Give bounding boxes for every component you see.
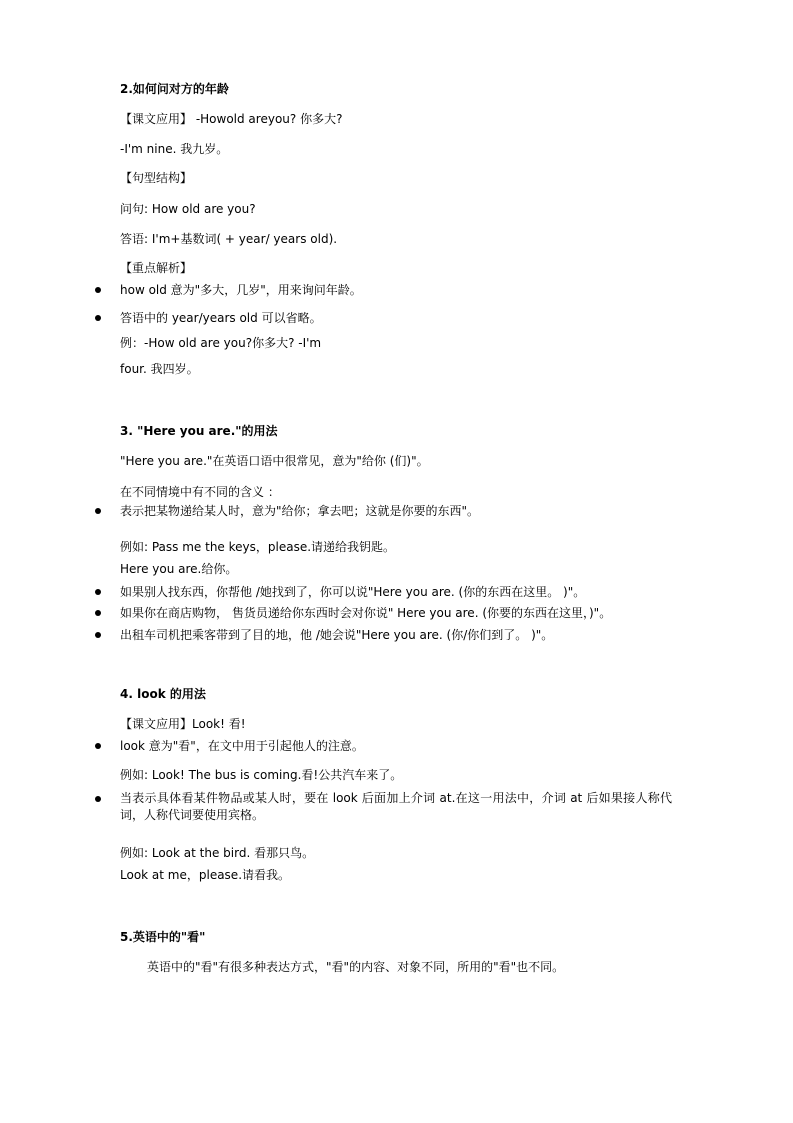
bullet-dot bbox=[95, 610, 101, 616]
bullet-dot bbox=[95, 287, 101, 293]
section-2-title: 2.如何问对方的年龄 bbox=[120, 82, 229, 96]
section-3-example-2: Here you are.给你。 bbox=[120, 562, 238, 576]
bullet-dot bbox=[95, 632, 101, 638]
section-2-answer: -I'm nine. 我九岁。 bbox=[120, 142, 229, 156]
section-2-application: 【课文应用】 -Howold areyou? 你多大? bbox=[120, 112, 343, 126]
section-4-example-3: Look at me，please.请看我。 bbox=[120, 868, 291, 882]
section-5-paragraph-1: 英语中的"看"有很多种表达方式，"看"的内容、对象不同，所用的"看"也不同。 bbox=[147, 960, 565, 974]
section-4-example-1: 例如: Look! The bus is coming.看!公共汽车来了。 bbox=[120, 768, 403, 782]
section-4-bullet-1: look 意为"看"，在文中用于引起他人的注意。 bbox=[120, 739, 364, 753]
section-5-title: 5.英语中的"看" bbox=[120, 930, 206, 944]
section-4-bullet-2: 当表示具体看某件物品或某人时，要在 look 后面加上介词 at.在这一用法中，介词 at 后如果接人称代词，人称代词要使用宾格。 bbox=[120, 791, 672, 822]
section-3-example-1: 例如: Pass me the keys，please.请递给我钥匙。 bbox=[120, 540, 396, 554]
section-2-bullet-1: how old 意为"多大，几岁"，用来询问年龄。 bbox=[120, 283, 362, 297]
section-3-title: 3. "Here you are."的用法 bbox=[120, 424, 278, 438]
section-2-structure-heading: 【句型结构】 bbox=[120, 171, 193, 185]
section-3-bullet-1: 表示把某物递给某人时，意为"给你；拿去吧；这就是你要的东西"。 bbox=[120, 504, 480, 518]
section-2-question: 问句: How old are you? bbox=[120, 202, 256, 216]
section-2-reply: 答语: I'm+基数词( + year/ years old). bbox=[120, 232, 338, 246]
bullet-dot bbox=[95, 508, 101, 514]
section-3-bullet-2: 如果别人找东西，你帮他 /她找到了，你可以说"Here you are. (你的东西在这里。 )"。 bbox=[120, 585, 586, 599]
section-3-bullet-3: 如果你在商店购物， 售货员递给你东西时会对你说" Here you are. (你要的东西在这里，)"。 bbox=[120, 606, 612, 620]
section-2-bullet-2: 答语中的 year/years old 可以省略。 bbox=[120, 311, 322, 325]
section-3-paragraph-2: 在不同情境中有不同的含义 ： bbox=[120, 485, 280, 499]
bullet-dot bbox=[95, 589, 101, 595]
section-4-application: 【课文应用】Look! 看! bbox=[120, 717, 246, 731]
bullet-dot bbox=[95, 315, 101, 321]
section-3-paragraph-1: "Here you are."在英语口语中很常见，意为"给你 (们)"。 bbox=[120, 454, 429, 468]
section-3-bullet-4: 出租车司机把乘客带到了目的地，他 /她会说"Here you are. (你/你们到了。 )"。 bbox=[120, 628, 554, 642]
bullet-dot bbox=[95, 796, 101, 802]
section-4-example-2: 例如: Look at the bird. 看那只鸟。 bbox=[120, 846, 315, 860]
bullet-dot bbox=[95, 743, 101, 749]
section-2-example-1: 例：-How old are you?你多大? -I'm bbox=[120, 336, 322, 350]
section-2-key-heading: 【重点解析】 bbox=[120, 261, 193, 275]
section-4-title: 4. look 的用法 bbox=[120, 687, 206, 701]
section-2-example-2: four. 我四岁。 bbox=[120, 362, 199, 376]
